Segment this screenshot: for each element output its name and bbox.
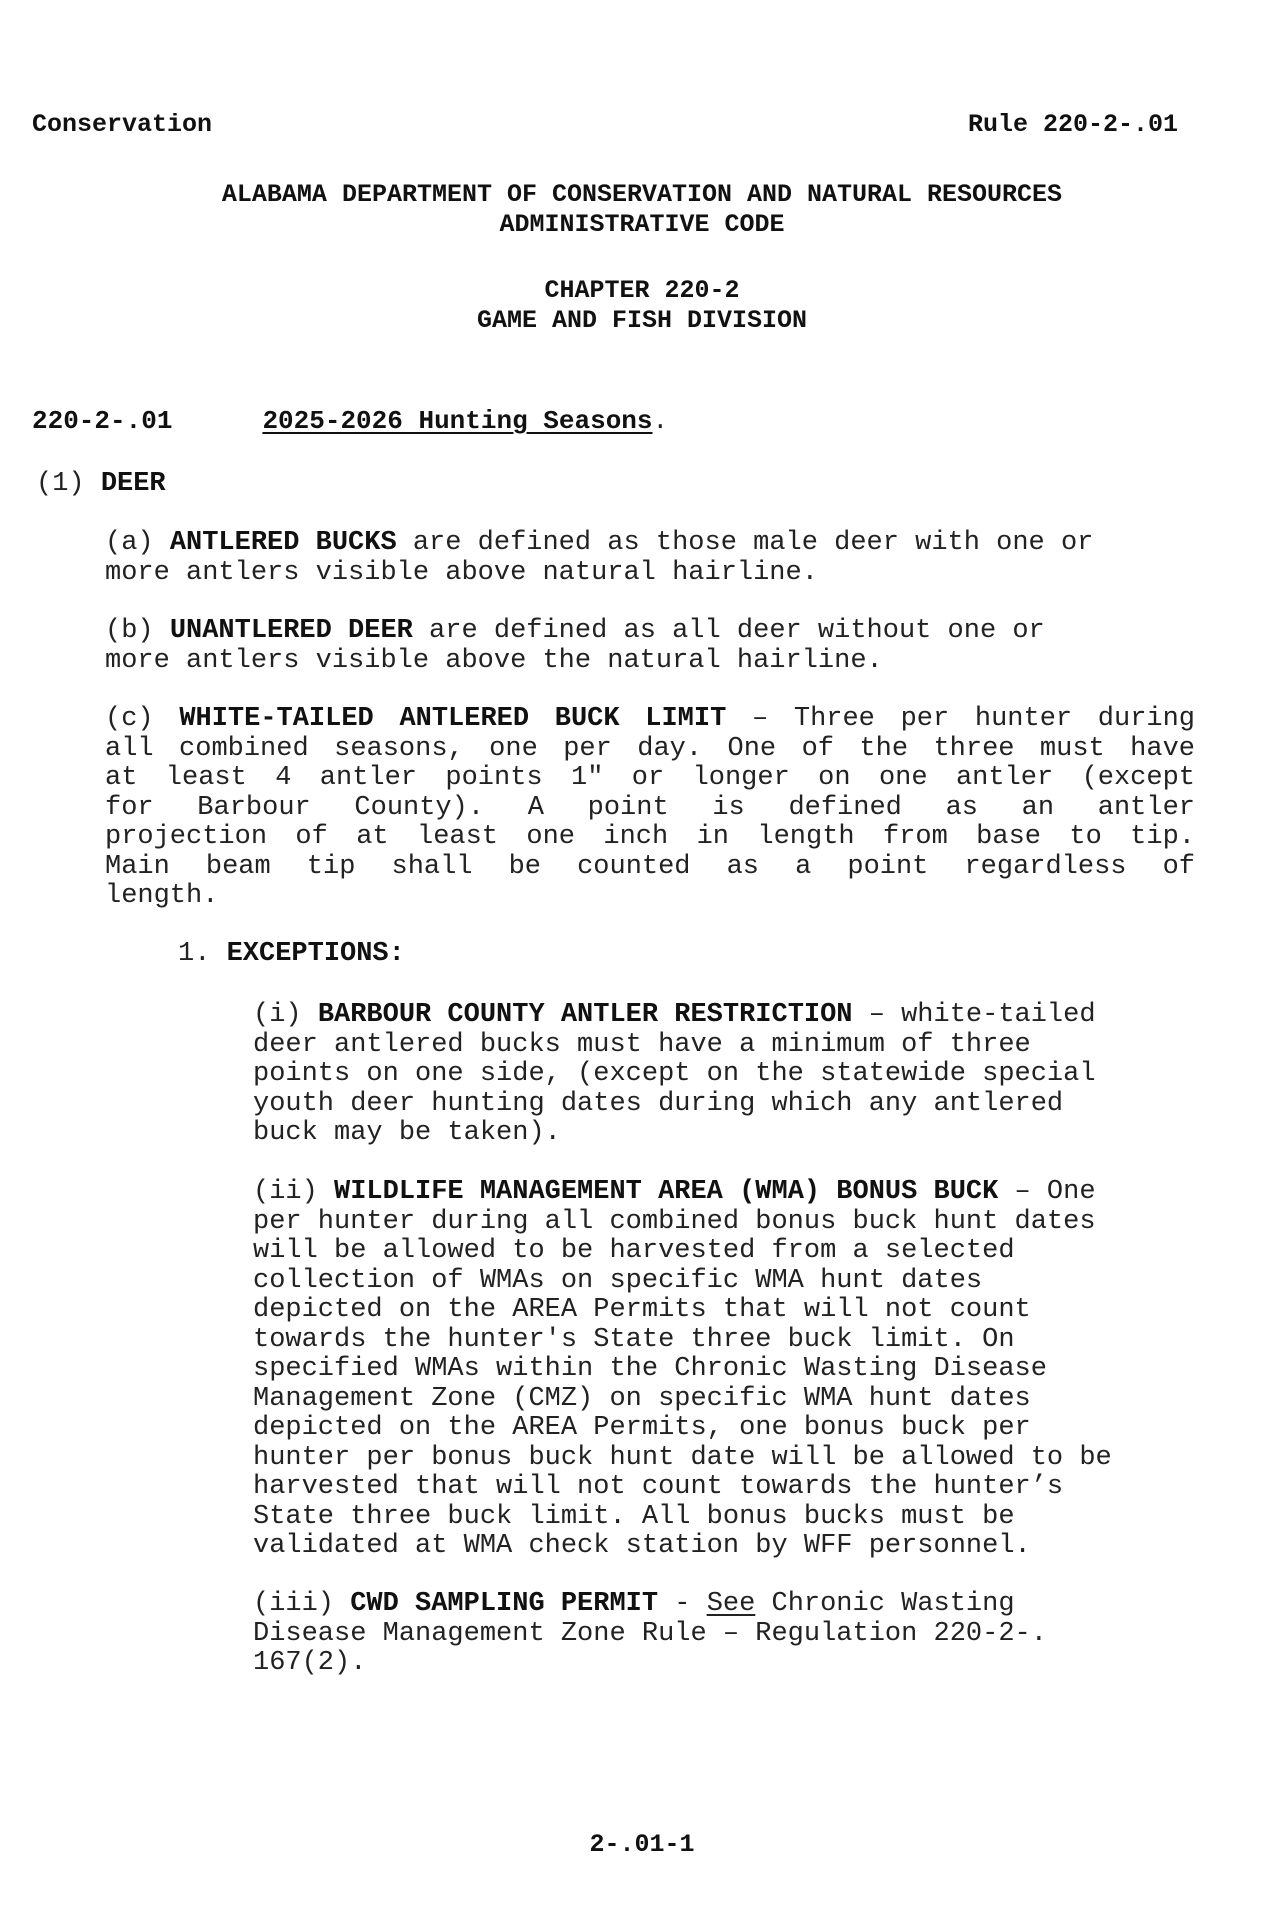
chapter-number: CHAPTER 220-2 <box>544 276 740 305</box>
exception-i-text: – white-tailed <box>852 1000 1096 1030</box>
exception-ii-term: WILDLIFE MANAGEMENT AREA (WMA) BONUS BUCK <box>334 1177 999 1207</box>
paragraph-a-text: are defined as those male deer with one or <box>396 528 1094 558</box>
paragraph-c-text: – Three per hunter during <box>726 704 1196 734</box>
section-deer-heading <box>36 470 166 500</box>
rule-title-period: . <box>652 406 669 436</box>
agency-title <box>0 180 1284 240</box>
rule-title: 2025-2026 Hunting Seasons <box>262 406 653 436</box>
exception-i-line: buck may be taken). <box>253 1118 561 1148</box>
paragraph-a-label: (a) <box>105 528 154 558</box>
see-reference: See <box>706 1589 756 1619</box>
exception-iii-label: (iii) <box>253 1589 335 1619</box>
exception-ii-line: hunter per bonus buck hunt date will be allowed to be <box>253 1442 1112 1473</box>
paragraph-b <box>105 617 1045 676</box>
exception-i-label: (i) <box>253 1000 302 1030</box>
exception-iii-line <box>253 1590 1047 1620</box>
exception-i <box>253 1001 1096 1149</box>
paragraph-b-label: (b) <box>105 616 154 646</box>
exception-iii-text: Chronic Wasting <box>755 1589 1015 1619</box>
paragraph-c-line: for Barbour County). A point is defined as an antler <box>105 792 1195 823</box>
exception-ii-line: specified WMAs within the Chronic Wasting Disease <box>253 1354 1047 1384</box>
paragraph-c-line: all combined seasons, one per day. One of the three must have <box>105 733 1195 764</box>
paragraph-a-line: more antlers visible above natural hairline. <box>105 557 818 588</box>
paragraph-c-term: WHITE-TAILED ANTLERED BUCK LIMIT <box>179 704 727 734</box>
rule-number: 220-2-.01 <box>32 406 173 436</box>
exception-i-line: deer antlered bucks must have a minimum of three <box>253 1029 1031 1060</box>
exception-i-line <box>253 1001 1096 1031</box>
exceptions-number: 1. <box>178 939 211 969</box>
exception-ii-line: per hunter during all combined bonus buck hunt dates <box>253 1206 1096 1237</box>
section-number: (1) <box>36 469 85 499</box>
exception-iii-line: 167(2). <box>253 1648 367 1678</box>
paragraph-c-line <box>105 705 1195 735</box>
exceptions-title: EXCEPTIONS: <box>226 939 405 969</box>
exception-ii-line: State three buck limit. All bonus bucks must be <box>253 1501 1015 1532</box>
agency-line-2: ADMINISTRATIVE CODE <box>499 210 785 239</box>
exception-ii-line <box>253 1178 1112 1208</box>
exception-ii-line: harvested that will not count towards the hunter’s <box>253 1472 1064 1502</box>
exception-ii-line: validated at WMA check station by WFF personnel. <box>253 1531 1031 1561</box>
exception-ii-line: depicted on the AREA Permits, one bonus buck per <box>253 1413 1031 1443</box>
exception-iii-dash: - <box>658 1589 707 1619</box>
paragraph-c-label: (c) <box>105 704 154 734</box>
exception-ii-label: (ii) <box>253 1177 318 1207</box>
exception-ii <box>253 1178 1112 1562</box>
header-right: Rule 220-2-.01 <box>967 110 1178 139</box>
exception-ii-text: – One <box>998 1177 1096 1207</box>
paragraph-c-line: length. <box>105 881 219 911</box>
exception-ii-line: collection of WMAs on specific WMA hunt dates <box>253 1265 983 1296</box>
exception-i-line: youth deer hunting dates during which any antlered <box>253 1088 1064 1119</box>
exception-ii-line: depicted on the AREA Permits that will not count <box>253 1295 1031 1325</box>
exception-ii-line: will be allowed to be harvested from a selected <box>253 1236 1015 1266</box>
section-heading: DEER <box>100 469 166 499</box>
chapter-name: GAME AND FISH DIVISION <box>476 306 808 335</box>
paragraph-a <box>105 529 1093 588</box>
exception-ii-line: towards the hunter's State three buck limit. On <box>253 1324 1015 1355</box>
agency-line-1: ALABAMA DEPARTMENT OF CONSERVATION AND NATURAL RESOURCES <box>221 180 1063 209</box>
paragraph-b-line <box>105 617 1045 647</box>
paragraph-a-line <box>105 529 1093 559</box>
paragraph-c-line: projection of at least one inch in length from base to tip. <box>105 822 1195 852</box>
paragraph-c-line: Main beam tip shall be counted as a point regardless of <box>105 851 1195 882</box>
chapter-title <box>0 276 1284 336</box>
paragraph-c <box>105 705 1195 912</box>
rule-heading <box>32 406 668 436</box>
exception-iii-line: Disease Management Zone Rule – Regulation 220-2-. <box>253 1618 1047 1649</box>
paragraph-c-line: at least 4 antler points 1" or longer on one antler (except <box>105 763 1195 793</box>
exception-iii-term: CWD SAMPLING PERMIT <box>350 1589 659 1619</box>
header-left: Conservation <box>32 110 213 139</box>
paragraph-a-term: ANTLERED BUCKS <box>169 528 397 558</box>
exception-iii <box>253 1590 1047 1679</box>
paragraph-b-line: more antlers visible above the natural hairline. <box>105 645 883 676</box>
exceptions-heading <box>178 940 405 970</box>
exception-ii-line: Management Zone (CMZ) on specific WMA hunt dates <box>253 1383 1031 1414</box>
page-number: 2-.01-1 <box>589 1830 695 1859</box>
exception-i-term: BARBOUR COUNTY ANTLER RESTRICTION <box>317 1000 853 1030</box>
exception-i-line: points on one side, (except on the statewide special <box>253 1059 1096 1089</box>
paragraph-b-term: UNANTLERED DEER <box>169 616 413 646</box>
paragraph-b-text: are defined as all deer without one or <box>412 616 1045 646</box>
